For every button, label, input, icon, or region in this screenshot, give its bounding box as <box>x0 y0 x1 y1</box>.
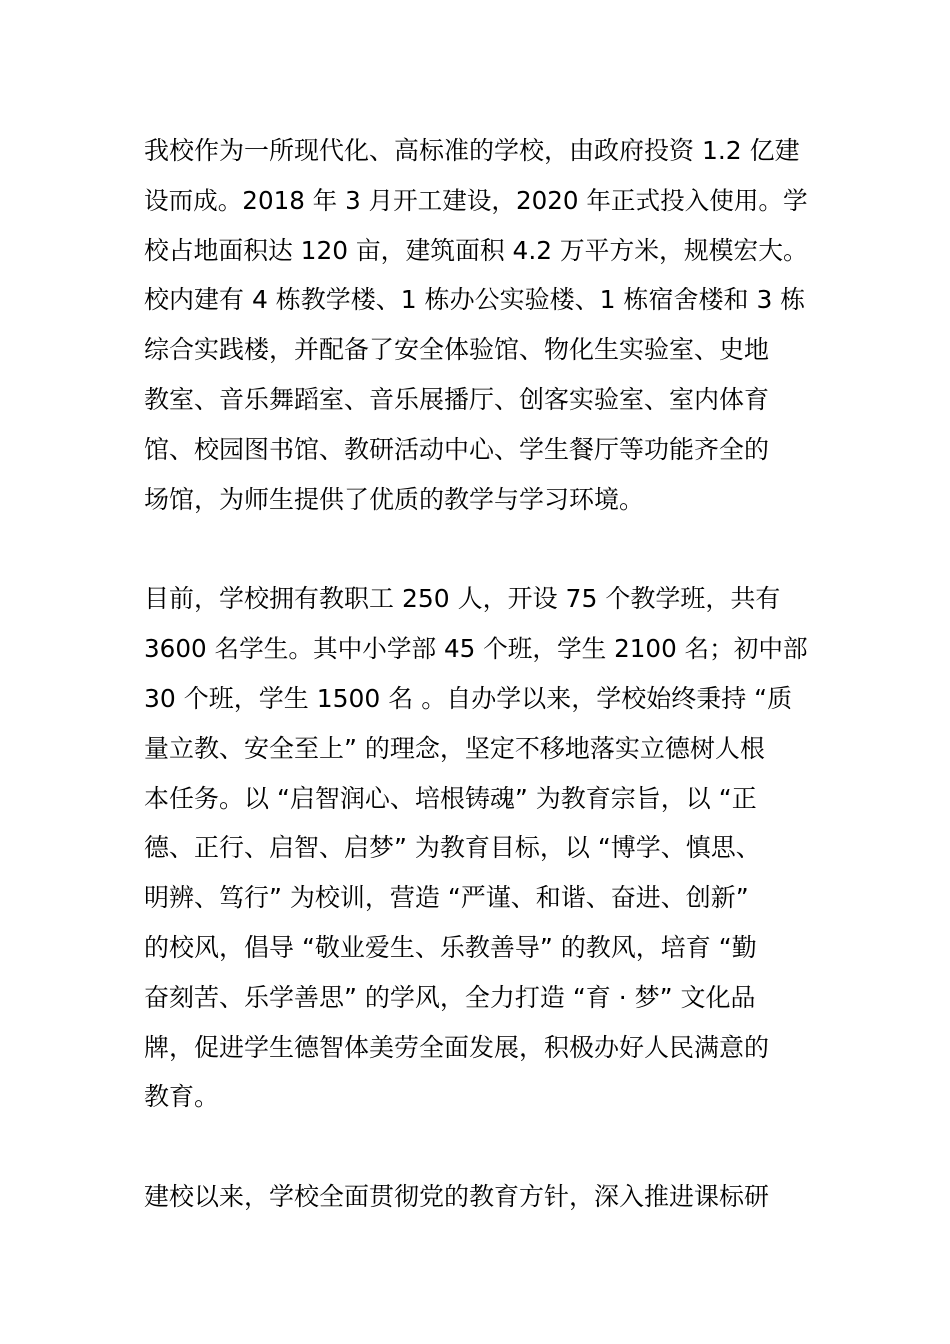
text-line: 目前，学校拥有教职工 250 人，开设 75 个教学班，共有 <box>144 584 781 614</box>
text-line: 综合实践楼，并配备了安全体验馆、物化生实验室、史地 <box>144 335 770 365</box>
paragraph-education-policy <box>144 1172 808 1222</box>
text-line: 校占地面积达 120 亩，建筑面积 4.2 万平方米，规模宏大。 <box>144 235 808 265</box>
text-line: 奋刻苦、乐学善思” 的学风，全力打造 “育 · 梦” 文化品 <box>144 982 756 1012</box>
text-line: 量立教、安全至上” 的理念，坚定不移地落实立德树人根 <box>144 733 765 763</box>
text-line: 馆、校园图书馆、教研活动中心、学生餐厅等功能齐全的 <box>144 434 770 464</box>
paragraph-school-facilities <box>144 126 808 524</box>
text-line: 牌，促进学生德智体美劳全面发展，积极办好人民满意的 <box>144 1032 770 1062</box>
text-line: 德、正行、启智、启梦” 为教育目标，以 “博学、慎思、 <box>144 833 761 863</box>
text-line: 校内建有 4 栋教学楼、1 栋办公实验楼、1 栋宿舍楼和 3 栋 <box>144 285 806 315</box>
text-line: 建校以来，学校全面贯彻党的教育方针，深入推进课标研 <box>144 1182 770 1212</box>
text-line: 3600 名学生。其中小学部 45 个班，学生 2100 名；初中部 <box>144 634 808 664</box>
text-line: 场馆，为师生提供了优质的教学与学习环境。 <box>144 484 645 514</box>
text-line: 设而成。2018 年 3 月开工建设，2020 年正式投入使用。学 <box>144 185 808 215</box>
text-line: 的校风，倡导 “敬业爱生、乐教善导” 的教风，培育 “勤 <box>144 932 757 962</box>
text-line: 本任务。以 “启智润心、培根铸魂” 为教育宗旨，以 “正 <box>144 783 757 813</box>
text-line: 教育。 <box>144 1082 220 1112</box>
paragraph-school-philosophy <box>144 574 808 1122</box>
document-body <box>144 126 808 1272</box>
text-line: 教室、音乐舞蹈室、音乐展播厅、创客实验室、室内体育 <box>144 384 770 414</box>
text-line: 30 个班，学生 1500 名 。自办学以来，学校始终秉持 “质 <box>144 683 793 713</box>
text-line: 我校作为一所现代化、高标准的学校，由政府投资 1.2 亿建 <box>144 136 800 165</box>
text-line: 明辨、笃行” 为校训，营造 “严谨、和谐、奋进、创新” <box>144 883 749 913</box>
